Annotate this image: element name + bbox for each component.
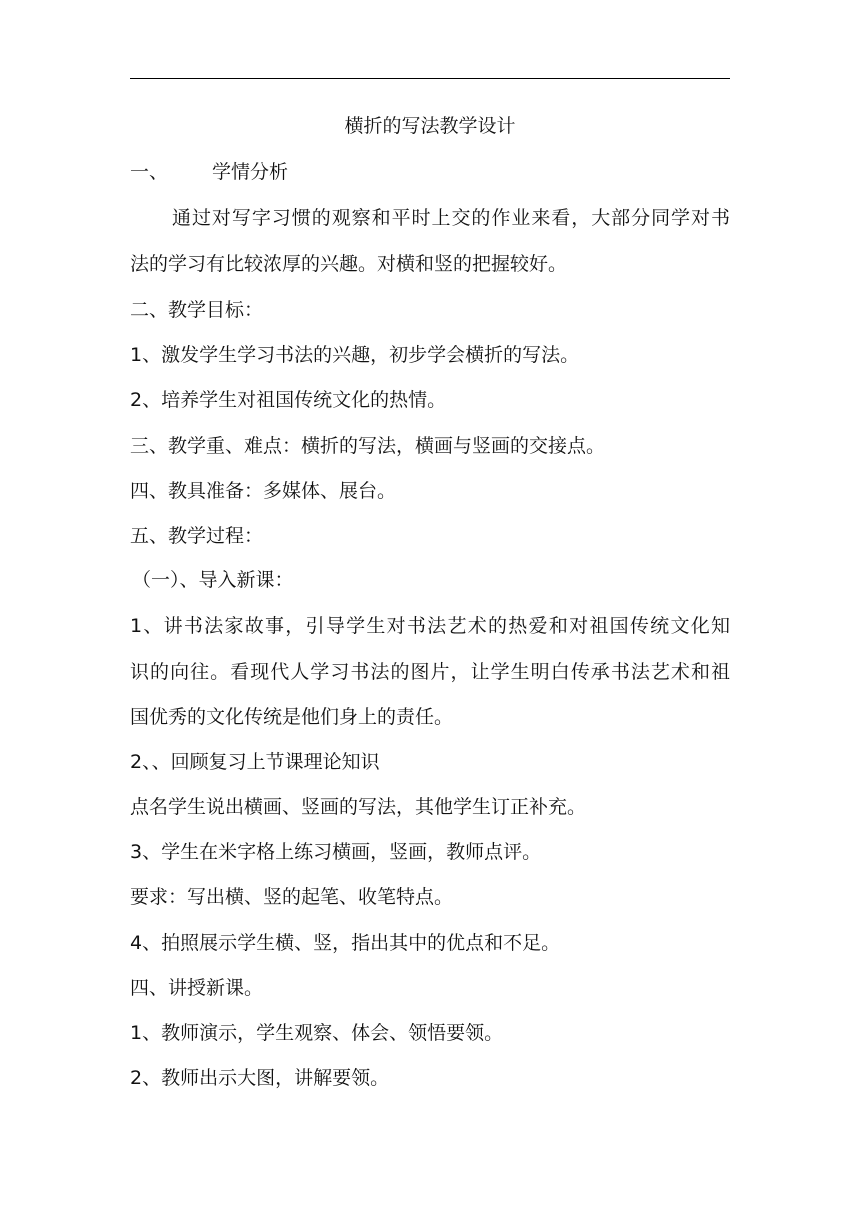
section-number: 一、 [130,161,169,183]
list-item: 2、教师出示大图，讲解要领。 [130,1067,390,1089]
list-item: 1、教师演示，学生观察、体会、领悟要领。 [130,1022,504,1044]
subsection-heading: （一）、导入新课： [132,569,294,591]
paragraph-line: 1、讲书法家故事，引导学生对书法艺术的热爱和对祖国传统文化知 [130,615,730,637]
paragraph-line: 法的学习有比较浓厚的兴趣。对横和竖的把握较好。 [130,253,568,275]
section-heading-text: 学情分析 [212,161,289,183]
paragraph-line: 要求：写出横、竖的起笔、收笔特点。 [130,886,454,908]
section-heading: 四、教具准备：多媒体、展台。 [130,480,397,502]
header-rule [130,78,730,79]
paragraph-line: 识的向往。看现代人学习书法的图片，让学生明白传承书法艺术和祖 [130,661,730,683]
paragraph-line: 通过对写字习惯的观察和平时上交的作业来看，大部分同学对书 [172,207,730,229]
paragraph-line: 点名学生说出横画、竖画的写法，其他学生订正补充。 [130,796,587,818]
list-item: 3、学生在米字格上练习横画，竖画，教师点评。 [130,841,542,863]
list-item: 4、拍照展示学生横、竖，指出其中的优点和不足。 [130,932,561,954]
list-item: 2、培养学生对祖国传统文化的热情。 [130,389,447,411]
section-heading: 三、教学重、难点：横折的写法，横画与竖画的交接点。 [130,435,606,457]
paragraph-line: 国优秀的文化传统是他们身上的责任。 [130,706,454,728]
document-title: 横折的写法教学设计 [344,115,516,137]
list-item: 1、激发学生学习书法的兴趣，初步学会横折的写法。 [130,344,580,366]
list-item: 2、、回顾复习上节课理论知识 [130,751,380,773]
section-heading: 四、讲授新课。 [130,977,264,999]
section-heading: 二、教学目标： [130,299,264,321]
section-heading: 五、教学过程： [130,525,264,547]
section-heading-1 [130,158,730,186]
